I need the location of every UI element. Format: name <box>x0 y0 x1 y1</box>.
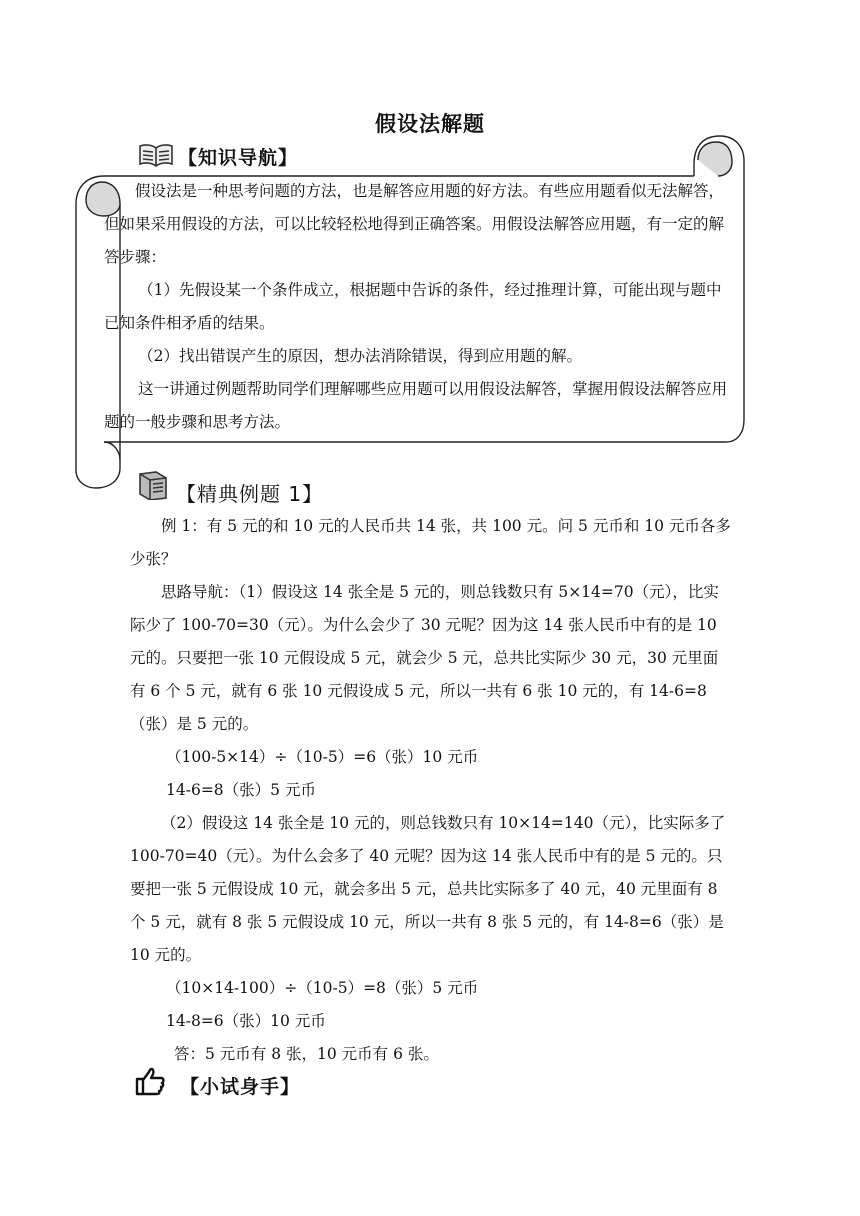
knowledge-heading: 【知识导航】 <box>178 147 299 169</box>
example-method-1: 思路导航：（1）假设这 14 张全是 5 元的，则总钱数只有 5×14=70（元），比实际少了 100-70=30（元）。为什么会少了 30 元呢？因为这 14 张人民币中有的是 10 元的。只要把一张 10 元假设成 5 元，就会少 5 元，总共比实际少 30 元，30 元里面有 6 个 5 元，就有 6 张 10 元假设成 5 元，所以一共有 6 张 10 元的，有 14-6=8（张）是 5 元的。 <box>130 583 719 733</box>
formula-line: 14-6=8（张）5 元币 <box>166 781 316 799</box>
knowledge-paragraph: （2）找出错误产生的原因，想办法消除错误，得到应用题的解。 <box>138 347 582 365</box>
knowledge-paragraph: （1）先假设某一个条件成立，根据题中告诉的条件，经过推理计算，可能出现与题中已知条件相矛盾的结果。 <box>104 281 722 332</box>
practice-heading: 【小试身手】 <box>180 1076 301 1098</box>
formula-line: 14-8=6（张）10 元币 <box>166 1012 326 1030</box>
example-method-2: （2）假设这 14 张全是 10 元的，则总钱数只有 10×14=140（元），比实际多了 100-70=40（元）。为什么会多了 40 元呢？因为这 14 张人民币中有的是 5 元的。只要把一张 5 元假设成 10 元，就会多出 5 元，总共比实际多了 40 元，40 元里面有 8 个 5 元，就有 8 张 5 元假设成 10 元，所以一共有 8 张 5 元的，有 14-8=6（张）是 10 元的。 <box>130 814 726 964</box>
formula-line: （10×14-100）÷（10-5）=8（张）5 元币 <box>166 979 479 997</box>
example-heading: 【精典例题 1】 <box>176 482 324 506</box>
open-book-icon <box>138 142 174 168</box>
book-icon <box>136 470 170 500</box>
example-content <box>130 510 732 1071</box>
knowledge-paragraph: 这一讲通过例题帮助同学们理解哪些应用题可以用假设法解答，掌握用假设法解答应用题的一般步骤和思考方法。 <box>104 380 728 431</box>
knowledge-paragraph: 假设法是一种思考问题的方法，也是解答应用题的好方法。有些应用题看似无法解答，但如果采用假设的方法，可以比较轻松地得到正确答案。用假设法解答应用题，有一定的解答步骤： <box>104 182 725 266</box>
example-question: 例 1：有 5 元的和 10 元的人民币共 14 张，共 100 元。问 5 元币和 10 元币各多少张？ <box>130 517 731 568</box>
knowledge-content <box>104 175 732 439</box>
page-title: 假设法解题 <box>375 111 485 136</box>
thumbs-up-icon <box>134 1066 166 1096</box>
example-answer: 答：5 元币有 8 张，10 元币有 6 张。 <box>174 1045 439 1063</box>
formula-line: （100-5×14）÷（10-5）=6（张）10 元币 <box>166 748 479 766</box>
